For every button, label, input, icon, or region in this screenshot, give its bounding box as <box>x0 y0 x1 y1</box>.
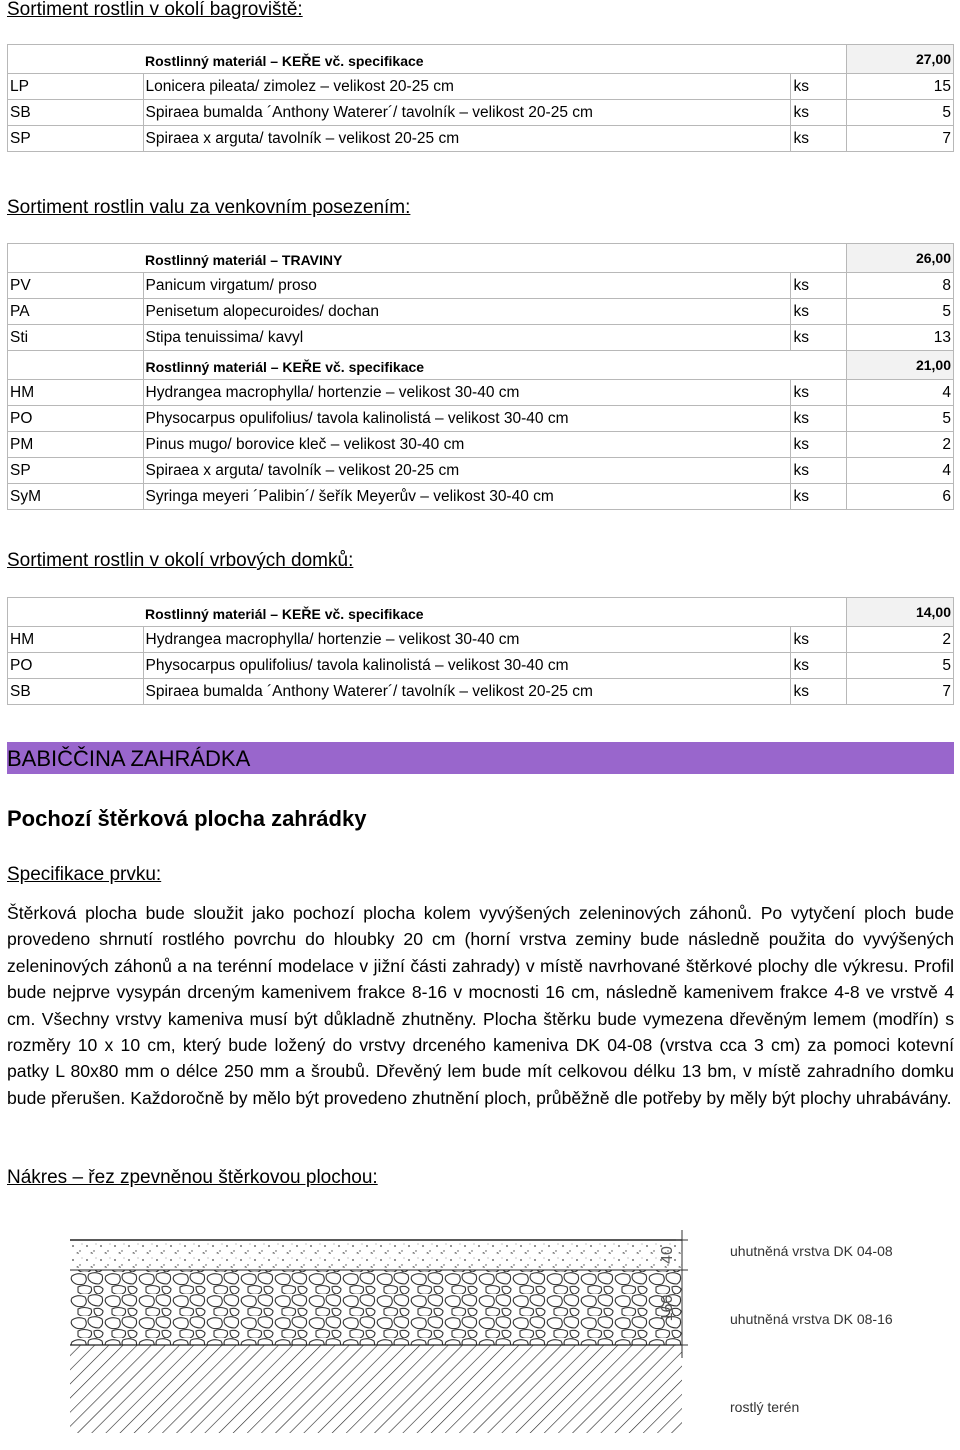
plant-name: Lonicera pileata/ zimolez – velikost 20-25 cm <box>143 74 790 100</box>
plant-unit: ks <box>790 679 847 705</box>
plant-code: SB <box>8 100 144 126</box>
plant-name: Physocarpus opulifolius/ tavola kalinolistá – velikost 30-40 cm <box>143 406 790 432</box>
plant-table-vrbove-domky <box>7 597 954 705</box>
plant-name: Spiraea x arguta/ tavolník – velikost 20-25 cm <box>143 126 790 152</box>
table-row <box>8 273 954 299</box>
plant-code: SB <box>8 679 144 705</box>
section-heading-bagroviste: Sortiment rostlin v okolí bagroviště: <box>7 0 303 20</box>
section-bar-title: BABIČČINA ZAHRÁDKA <box>7 746 251 771</box>
layer-label-bottom: rostlý terén <box>730 1399 800 1415</box>
plant-qty: 6 <box>847 484 954 510</box>
category-name: Rostlinný materiál – TRAVINY <box>143 244 790 273</box>
category-code-cell <box>8 351 144 380</box>
native-ground-layer <box>70 1345 682 1433</box>
section-heading-val: Sortiment rostlin valu za venkovním posezením: <box>7 197 411 218</box>
plant-code: SP <box>8 126 144 152</box>
table-row <box>8 484 954 510</box>
plant-code: HM <box>8 380 144 406</box>
dimension-bottom: 160 <box>659 1294 676 1322</box>
category-name: Rostlinný materiál – KEŘE vč. specifikace <box>145 358 425 375</box>
layer-label-middle: uhutněná vrstva DK 08-16 <box>730 1311 893 1327</box>
plant-unit: ks <box>790 484 847 510</box>
layer-label-top: uhutněná vrstva DK 04-08 <box>730 1243 893 1259</box>
category-unit-cell <box>790 351 847 380</box>
plant-qty: 5 <box>847 406 954 432</box>
plant-unit: ks <box>790 380 847 406</box>
plant-qty: 8 <box>847 273 954 299</box>
plant-qty: 2 <box>847 627 954 653</box>
table-row <box>8 380 954 406</box>
plant-code: PM <box>8 432 144 458</box>
category-total: 27,00 <box>847 45 954 74</box>
table-row <box>8 325 954 351</box>
category-row <box>8 351 954 380</box>
plant-unit: ks <box>790 653 847 679</box>
category-row <box>8 45 954 74</box>
plant-code: SyM <box>8 484 144 510</box>
plant-name: Hydrangea macrophylla/ hortenzie – velikost 30-40 cm <box>143 627 790 653</box>
coarse-gravel-layer <box>70 1270 682 1345</box>
plant-qty: 4 <box>847 458 954 484</box>
sketch-heading: Nákres – řez zpevněnou štěrkovou plochou: <box>7 1167 378 1188</box>
plant-qty: 5 <box>847 653 954 679</box>
plant-name: Syringa meyeri ´Palibin´/ šeřík Meyerův – velikost 30-40 cm <box>143 484 790 510</box>
plant-code: LP <box>8 74 144 100</box>
plant-qty: 7 <box>847 126 954 152</box>
plant-unit: ks <box>790 458 847 484</box>
category-unit-cell <box>790 244 847 273</box>
plant-unit: ks <box>790 325 847 351</box>
plant-unit: ks <box>790 273 847 299</box>
plant-qty: 15 <box>847 74 954 100</box>
table-row <box>8 458 954 484</box>
table-row <box>8 74 954 100</box>
plant-name: Spiraea bumalda ´Anthony Waterer´/ tavolník – velikost 20-25 cm <box>143 679 790 705</box>
plant-name: Pinus mugo/ borovice kleč – velikost 30-40 cm <box>143 432 790 458</box>
plant-name: Spiraea bumalda ´Anthony Waterer´/ tavolník – velikost 20-25 cm <box>143 100 790 126</box>
plant-code: PV <box>8 273 144 299</box>
plant-unit: ks <box>790 100 847 126</box>
table-row <box>8 627 954 653</box>
plant-table-bagroviste <box>7 44 954 152</box>
plant-unit: ks <box>790 299 847 325</box>
category-total: 26,00 <box>847 244 954 273</box>
section-heading-vrbove-domky: Sortiment rostlin v okolí vrbových domků: <box>7 550 354 571</box>
category-name: Rostlinný materiál – KEŘE vč. specifikace <box>143 598 790 627</box>
category-unit-cell <box>790 598 847 627</box>
plant-code: PO <box>8 653 144 679</box>
plant-code: PO <box>8 406 144 432</box>
plant-name: Physocarpus opulifolius/ tavola kalinolistá – velikost 30-40 cm <box>143 653 790 679</box>
spec-paragraph: Štěrková plocha bude sloužit jako pochozí plocha kolem vyvýšených zeleninových záhonů. Po vytyčení ploch bude provedeno shrnutí rostlého povrchu do hloubky 20 cm (horní vrstva zeminy bude následně použita do vyvýšených zeleninových záhonů a na terénní modelace v jižní části zahrady) v místě navrhované štěrkové plochy dle výkresu. Profil bude nejprve vysypán drceným kamenivem frakce 8-16 v mocnosti 16 cm, následně kamenivem frakce 4-8 ve vrstvě 4 cm. Všechny vrstvy kameniva musí být důkladně zhutněny. Plocha štěrku bude vymezena dřevěným lemem (modřín) s rozměry 10 x 10 cm, který bude ložený do vrstvy drceného kameniva DK 04-08 (vrstva cca 3 cm) za pomoci kotevní patky L 80x80 mm o délce 250 mm a šroubů. Dřevěný lem bude mít celkovou délku 13 bm, v místě zahradního domku bude přerušen. Každoročně by mělo být provedeno zhutnění ploch, průběžně dle potřeby by měly být plochy uhrabávány. <box>7 903 954 1108</box>
plant-code: HM <box>8 627 144 653</box>
category-row <box>8 244 954 273</box>
plant-name: Hydrangea macrophylla/ hortenzie – velikost 30-40 cm <box>143 380 790 406</box>
table-row <box>8 432 954 458</box>
table-row <box>8 299 954 325</box>
table-row <box>8 679 954 705</box>
category-code-cell <box>8 45 144 74</box>
plant-name: Penisetum alopecuroides/ dochan <box>143 299 790 325</box>
spec-heading: Specifikace prvku: <box>7 864 162 885</box>
plant-qty: 4 <box>847 380 954 406</box>
plant-name: Stipa tenuissima/ kavyl <box>143 325 790 351</box>
dimension-top: 40 <box>659 1246 676 1264</box>
category-total: 14,00 <box>847 598 954 627</box>
plant-name: Panicum virgatum/ proso <box>143 273 790 299</box>
table-row <box>8 406 954 432</box>
element-title: Pochozí štěrková plocha zahrádky <box>7 806 367 831</box>
table-row <box>8 653 954 679</box>
plant-code: Sti <box>8 325 144 351</box>
category-unit-cell <box>790 45 847 74</box>
table-row <box>8 100 954 126</box>
plant-table-val <box>7 243 954 510</box>
plant-qty: 2 <box>847 432 954 458</box>
category-total: 21,00 <box>847 351 954 380</box>
plant-qty: 13 <box>847 325 954 351</box>
plant-unit: ks <box>790 432 847 458</box>
category-code-cell <box>8 244 144 273</box>
plant-qty: 5 <box>847 100 954 126</box>
category-row <box>8 598 954 627</box>
table-row <box>8 126 954 152</box>
plant-unit: ks <box>790 406 847 432</box>
plant-qty: 7 <box>847 679 954 705</box>
category-name: Rostlinný materiál – KEŘE vč. specifikace <box>143 45 790 74</box>
plant-unit: ks <box>790 627 847 653</box>
plant-unit: ks <box>790 126 847 152</box>
fine-gravel-layer <box>70 1240 682 1270</box>
plant-unit: ks <box>790 74 847 100</box>
section-bar-babiccina-zahradka <box>7 742 954 774</box>
plant-qty: 5 <box>847 299 954 325</box>
plant-name: Spiraea x arguta/ tavolník – velikost 20-25 cm <box>143 458 790 484</box>
plant-code: SP <box>8 458 144 484</box>
category-code-cell <box>8 598 144 627</box>
plant-code: PA <box>8 299 144 325</box>
